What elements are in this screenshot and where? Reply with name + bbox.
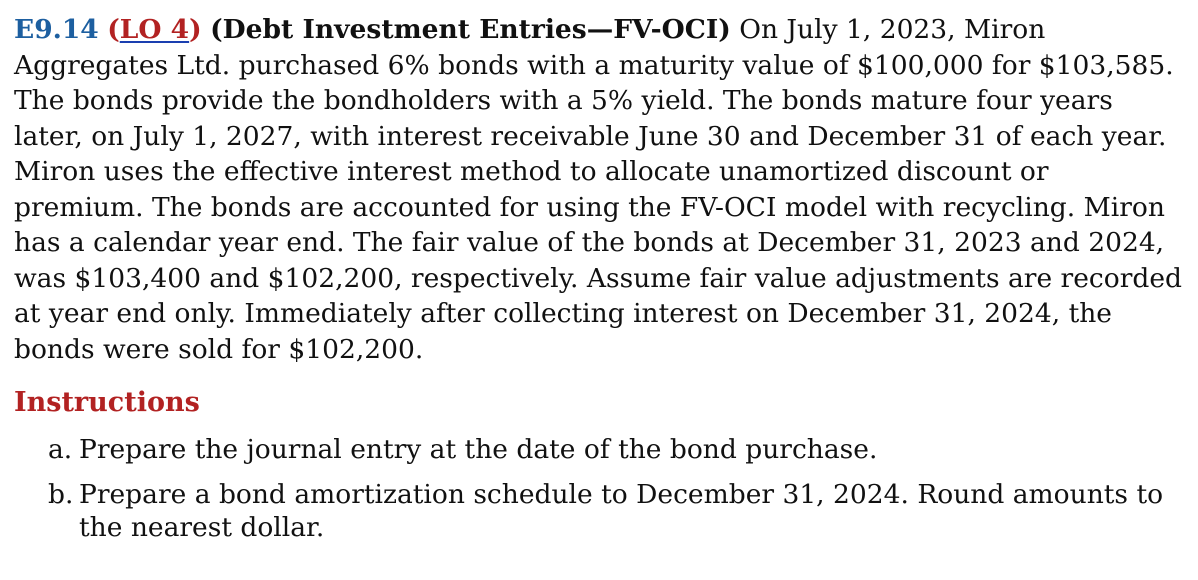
learning-objective-link[interactable] — [107, 14, 201, 45]
lo-open-paren: ( — [107, 14, 120, 45]
exercise-title: (Debt Investment Entries—FV-OCI) — [210, 14, 731, 45]
exercise-body: On July 1, 2023, Miron Aggregates Ltd. purchased 6% bonds with a maturity value of $100,000 for $103,585. The bonds provide the bondholders with a 5% yield. The bonds mature four years later, on July 1, 2027, with interest receivable June 30 and December 31 of each year. Miron uses the effective interest method to allocate unamortized discount or premium. The bonds are accounted for using the FV-OCI model with recycling. Miron has a calendar year end. The fair value of the bonds at December 31, 2023 and 2024, was $103,400 and $102,200, respectively. Assume fair value adjustments are recorded at year end only. Immediately after collecting interest on December 31, 2024, the bonds were sold for $102,200. — [14, 14, 1182, 365]
instruction-letter: a. — [48, 434, 73, 465]
instruction-text: Prepare the journal entry at the date of the bond purchase. — [79, 434, 878, 465]
exercise-number: E9.14 — [14, 14, 99, 45]
exercise-problem — [14, 12, 1186, 367]
instruction-text: Prepare a bond amortization schedule to December 31, 2024. Round amounts to the nearest dollar. — [79, 479, 1164, 543]
instruction-item-b — [14, 478, 1186, 544]
instructions-heading: Instructions — [14, 387, 200, 418]
lo-label: LO 4 — [119, 14, 190, 45]
exercise-page — [14, 12, 1186, 556]
lo-close-paren: ) — [189, 14, 202, 45]
instruction-item-a — [14, 433, 1186, 466]
instruction-letter: b. — [48, 479, 74, 510]
instructions-list — [14, 433, 1186, 544]
